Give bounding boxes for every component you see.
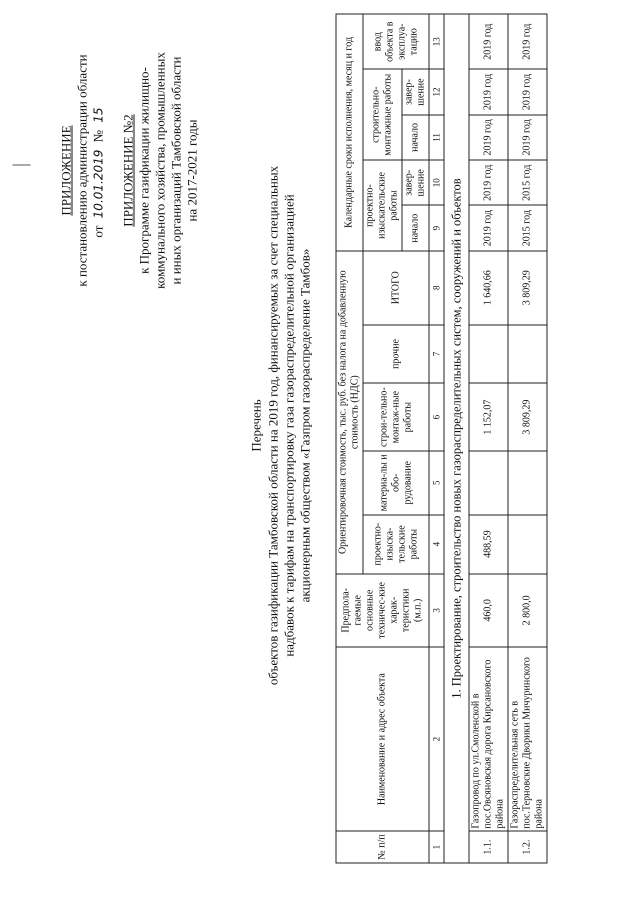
row-total: 1 640,66 xyxy=(469,250,508,324)
resolution-date: 10.01.2019 xyxy=(91,149,105,218)
row-char: 460,0 xyxy=(469,573,508,647)
cost-construction-header: строи-тельно-монтаж-ные работы xyxy=(363,383,429,450)
cost-group-header: Ориентировочная стоимость, тыс. руб. без налога на добавленную стоимость (НДС) xyxy=(336,250,363,573)
appendix2-title: ПРИЛОЖЕНИЕ №2 xyxy=(120,113,135,227)
title-heading: Перечень xyxy=(248,398,263,452)
row-design-start: 2015 год xyxy=(508,205,547,250)
row-constr-start: 2019 год xyxy=(469,114,508,159)
row-constr-end: 2019 год xyxy=(469,69,508,114)
col-number: 12 xyxy=(429,69,444,114)
col-number: 8 xyxy=(429,250,444,324)
col-number: 2 xyxy=(429,647,444,831)
date-prefix: от xyxy=(90,225,105,238)
row-num: 1.1. xyxy=(469,831,508,863)
section-title: 1. Проектирование, строительство новых газораспределительных систем, сооружений и объектов xyxy=(444,14,469,863)
row-construction-cost: 3 809,29 xyxy=(508,383,547,450)
row-constr-end: 2019 год xyxy=(508,69,547,114)
section-row xyxy=(444,14,469,863)
row-char: 2 800,0 xyxy=(508,573,547,647)
program-line-4: на 2017-2021 годы xyxy=(184,118,199,222)
constr-end-header: завер-шение xyxy=(402,69,429,114)
col-number: 4 xyxy=(429,514,444,573)
col-number: 11 xyxy=(429,114,444,159)
col-number: 3 xyxy=(429,573,444,647)
appendix-header xyxy=(58,35,200,305)
resolution-number: 15 xyxy=(91,106,105,123)
document-title xyxy=(248,145,313,705)
title-line-3: акционерным обществом «Газпром газораспределение Тамбов» xyxy=(297,248,312,602)
program-line-1: к Программе газификации жилищно- xyxy=(136,66,151,274)
cost-design-header: проектно-изыска-тельские работы xyxy=(363,514,429,573)
table-row xyxy=(508,14,547,863)
col-name-header: Наименование и адрес объекта xyxy=(336,647,429,831)
col-number: 7 xyxy=(429,324,444,383)
row-design-end: 2019 год xyxy=(469,160,508,205)
col-number: 5 xyxy=(429,450,444,514)
table-row xyxy=(469,14,508,863)
row-total: 3 809,29 xyxy=(508,250,547,324)
col-number: 9 xyxy=(429,205,444,250)
number-prefix: № xyxy=(90,129,105,142)
title-line-1: объектов газификации Тамбовской области на 2019 год, финансируемых за счет специальных xyxy=(265,165,280,685)
row-material-cost xyxy=(508,450,547,514)
col-number: 10 xyxy=(429,160,444,205)
row-constr-start: 2019 год xyxy=(508,114,547,159)
design-end-header: завер-шение xyxy=(402,160,429,205)
col-number: 1 xyxy=(429,831,444,863)
row-name: Газопровод по ул.Смоленской в пос.Овсяновская дорога Кирсановского района xyxy=(469,647,508,831)
row-name: Газораспределительная сеть в пос.Терновские Дворики Мичуринского района xyxy=(508,647,547,831)
pen-mark xyxy=(12,164,30,165)
column-numbers-row xyxy=(429,14,444,863)
col-char-header: Предпола-гаемые основные техничес-кие харак-теристики (м.п.) xyxy=(336,573,429,647)
constr-start-header: начало xyxy=(402,114,429,159)
row-design-cost xyxy=(508,514,547,573)
cost-material-header: материа-лы и обо-рудование xyxy=(363,450,429,514)
calendar-group-header: Календарные сроки исполнения, месяц и год xyxy=(336,14,363,251)
cal-construction-header: строительно-монтажные работы xyxy=(363,69,402,160)
program-line-3: и иных организаций Тамбовской области xyxy=(168,55,183,285)
resolution-line: к постановлению администрации области xyxy=(74,53,89,287)
row-design-end: 2015 год xyxy=(508,160,547,205)
row-construction-cost: 1 152,07 xyxy=(469,383,508,450)
title-line-2: надбавок к тарифам на транспортировку газа газораспределительной организацией xyxy=(281,193,296,657)
cost-other-header: прочие xyxy=(363,324,429,383)
resolution-date-line xyxy=(90,35,106,305)
row-commission: 2019 год xyxy=(469,14,508,69)
cost-total-header: ИТОГО xyxy=(363,250,429,324)
col-number: 13 xyxy=(429,14,444,69)
program-line-2: коммунального хозяйства, промышленных xyxy=(152,51,167,289)
design-start-header: начало xyxy=(402,205,429,250)
row-num: 1.2. xyxy=(508,831,547,863)
appendix-title: ПРИЛОЖЕНИЕ xyxy=(58,124,73,216)
row-commission: 2019 год xyxy=(508,14,547,69)
col-number: 6 xyxy=(429,383,444,450)
row-design-cost: 488,59 xyxy=(469,514,508,573)
cal-design-header: проектно-изыскательские работы xyxy=(363,160,402,251)
row-other-cost xyxy=(508,324,547,383)
objects-table xyxy=(335,13,547,863)
col-num-header: № п/п xyxy=(336,831,429,863)
row-other-cost xyxy=(469,324,508,383)
header-row-1 xyxy=(336,14,363,863)
cal-commission-header: ввод объекта в эксплуа-тацию xyxy=(363,14,429,69)
row-design-start: 2019 год xyxy=(469,205,508,250)
row-material-cost xyxy=(469,450,508,514)
